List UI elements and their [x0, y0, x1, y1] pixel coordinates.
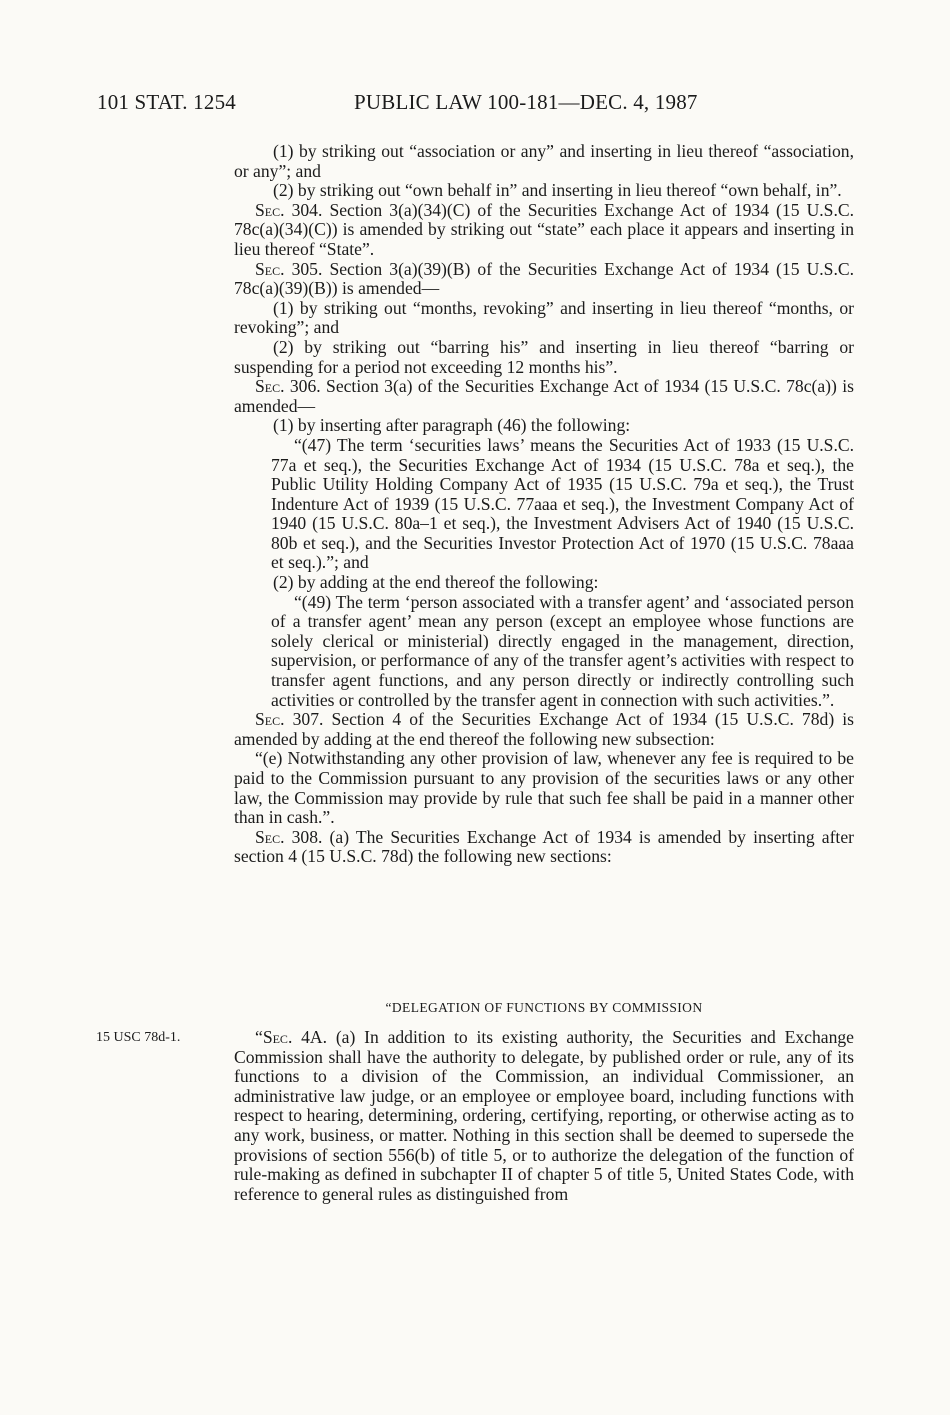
paragraph: (2) by adding at the end thereof the following: [273, 572, 599, 593]
sec-label: Sec [255, 258, 281, 279]
paragraph-text: . 304. Section 3(a)(34)(C) of the Securities Exchange Act of 1934 (15 U.S.C. 78c(a)(34)(C)) is amended by striking out “state” each place it appears and inserting in lieu thereof “State”. [234, 199, 854, 259]
section-paragraph [234, 1028, 854, 1204]
paragraph: (2) by striking out “barring his” and inserting in lieu thereof “barring or suspending for a period not exceeding 12 months his”. [234, 336, 854, 377]
sec-label: Sec [255, 826, 281, 847]
section-paragraph [234, 377, 854, 416]
open-quote: “ [255, 1027, 263, 1047]
section-paragraph [234, 710, 854, 749]
paragraph-text: . 307. Section 4 of the Securities Exchange Act of 1934 (15 U.S.C. 78d) is amended by adding at the end thereof the following new subsection: [234, 709, 854, 749]
section-paragraph [234, 828, 854, 867]
paragraph-text: . 4A. (a) In addition to its existing authority, the Securities and Exchange Commission shall have the authority to delegate, by published order or rule, any of its functions to a division of the Commission, an individual Commissioner, an administrative law judge, or an employee or employee board, including functions with respect to hearing, determining, ordering, certifying, reporting, or otherwise acting as to any work, business, or matter. Nothing in this section shall be deemed to supersede the provisions of section 556(b) of title 5, or to authorize the delegation of the function of rule-making as defined in subchapter II of chapter 5 of title 5, United States Code, with reference to general rules as distinguished from [234, 1027, 854, 1204]
section-4a-text [234, 1028, 854, 1204]
paragraph: (1) by striking out “association or any” and inserting in lieu thereof “association, or any”; and [234, 141, 854, 181]
paragraph: “(e) Notwithstanding any other provision of law, whenever any fee is required to be paid to the Commission pursuant to any provision of the securities laws or any other law, the Commission may provide by rule that such fee shall be paid in a manner other than in cash.”. [234, 748, 854, 828]
paragraph-text: . 306. Section 3(a) of the Securities Exchange Act of 1934 (15 U.S.C. 78c(a)) is amended— [234, 376, 854, 416]
running-header: PUBLIC LAW 100-181—DEC. 4, 1987 [354, 90, 698, 114]
sec-label: Sec [262, 1027, 288, 1047]
margin-citation: 15 USC 78d-1. [96, 1030, 181, 1045]
statute-page-ref: 101 STAT. 1254 [97, 90, 236, 114]
quoted-paragraph: “(49) The term ‘person associated with a transfer agent’ and ‘associated person of a transfer agent’ mean any person (except an employee whose functions are solely clerical or ministerial) directly engaged in the management, direction, supervision, or performance of any of the transfer agent’s activities with respect to transfer agent functions, and any person directly or indirectly controlling such activities or controlled by the transfer agent in connection with such activities.”. [271, 591, 854, 710]
paragraph: (2) by striking out “own behalf in” and inserting in lieu thereof “own behalf, in”. [273, 180, 842, 201]
paragraph: (1) by striking out “months, revoking” and inserting in lieu thereof “months, or revoking”; and [234, 297, 854, 338]
quoted-paragraph: “(47) The term ‘securities laws’ means the Securities Act of 1933 (15 U.S.C. 77a et seq.), the Securities Exchange Act of 1934 (15 U.S.C. 78a et seq.), the Public Utility Holding Company Act of 1935 (15 U.S.C. 79a et seq.), the Trust Indenture Act of 1939 (15 U.S.C. 77aaa et seq.), the Investment Company Act of 1940 (15 U.S.C. 80a–1 et seq.), the Investment Advisers Act of 1940 (15 U.S.C. 80b et seq.), and the Securities Investor Protection Act of 1970 (15 U.S.C. 78aaa et seq.).”; and [271, 434, 854, 573]
paragraph-text: . 305. Section 3(a)(39)(B) of the Securities Exchange Act of 1934 (15 U.S.C. 78c(a)(39)(B)) is amended— [234, 258, 854, 299]
sec-label: Sec [255, 376, 281, 397]
body-text [234, 142, 854, 867]
paragraph-text: . 308. (a) The Securities Exchange Act of 1934 is amended by inserting after section 4 (15 U.S.C. 78d) the following new sections: [234, 826, 854, 867]
section-paragraph [234, 260, 854, 299]
section-heading: “DELEGATION OF FUNCTIONS BY COMMISSION [385, 1000, 703, 1015]
paragraph: (1) by inserting after paragraph (46) the following: [273, 415, 631, 436]
sec-label: Sec [255, 199, 281, 220]
section-paragraph [234, 201, 854, 260]
sec-label: Sec [255, 709, 281, 730]
